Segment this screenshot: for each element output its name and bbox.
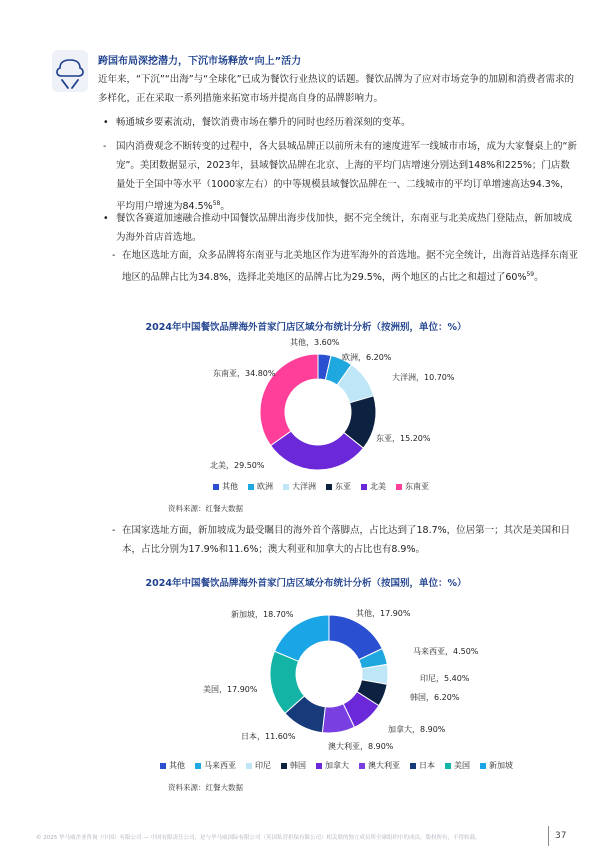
footer-copyright: © 2025 毕马威企业咨询（中国）有限公司 — 中国有限责任公司，是与毕马威国际有限公司（英国私营担保有限公司）相关联的独立成员所全球组织中的成员。版权所有，不得转载。	[36, 835, 481, 841]
data-label-其他: 其他，17.90%	[356, 609, 411, 618]
sub-dash-marker: -	[112, 250, 116, 261]
data-label-其他: 其他，3.60%	[290, 338, 340, 347]
legend-swatch	[160, 763, 166, 769]
page-number: 37	[555, 831, 567, 841]
legend-label: 加拿大	[325, 761, 349, 770]
dash-text-1: 国内消费观念不断转变的过程中，各大县城品牌正以前所未有的速度进军一线城市市场，成为大家餐桌上的“新宠”。美团数据显示，2023年，县域餐饮品牌在北京、上海的平均门店增速分别达到148%和225%；门店数量处于全国中等水平（1000家左右）的中等规模县域餐饮品牌在一、二线城市的平均订单增速高达94.3%，平均用户增速为84.5%$^{58}$。	[116, 141, 577, 213]
intro-paragraph: 近年来，“下沉”“出海”与“全球化”已成为餐饮行业热议的话题。餐饮品牌为了应对市场竞争的加剧和消费者需求的多样化，正在采取一系列措施来拓宽市场并提高自身的品牌影响力。	[98, 74, 575, 104]
data-label-新加坡: 新加坡，18.70%	[231, 610, 294, 619]
data-label-北美: 北美，29.50%	[210, 461, 265, 470]
data-label-韩国: 韩国，6.20%	[410, 693, 460, 702]
data-label-日本: 日本，11.60%	[241, 732, 296, 741]
data-label-印尼: 印尼，5.40%	[420, 674, 470, 683]
legend-label: 韩国	[290, 761, 306, 770]
legend-swatch	[195, 763, 201, 769]
data-label-欧洲: 欧洲，6.20%	[342, 353, 392, 362]
data-label-加拿大: 加拿大，8.90%	[388, 725, 446, 734]
data-label-澳大利亚: 澳大利亚，8.90%	[328, 742, 394, 751]
legend-item-加拿大	[316, 760, 349, 771]
dash-marker: -	[103, 141, 107, 152]
legend-swatch	[410, 763, 416, 769]
legend-label: 大洋洲	[292, 482, 316, 491]
legend-swatch	[445, 763, 451, 769]
legend-label: 新加坡	[489, 761, 513, 770]
bullet-dot: •	[103, 213, 109, 224]
page-divider	[548, 826, 549, 846]
legend-item-澳大利亚	[359, 760, 400, 771]
bullet-text-2: 餐饮各赛道加速融合推动中国餐饮品牌出海步伐加快，据不完全统计，东南亚与北美成热门登陆点，新加坡成为海外首店首选地。	[116, 213, 573, 243]
sub-dash-marker: -	[112, 525, 116, 536]
legend-item-印尼	[246, 760, 271, 771]
legend-label: 东南亚	[405, 482, 429, 491]
legend-item-新加坡	[480, 760, 513, 771]
legend-swatch	[480, 763, 486, 769]
data-label-马来西亚: 马来西亚，4.50%	[413, 647, 479, 656]
chart-2-legend	[160, 760, 513, 771]
sub-text-2: 在国家选址方面，新加坡成为最受瞩目的海外首个落脚点，占比达到了18.7%，位居第一；其次是美国和日本，占比分别为17.9%和11.6%；澳大利亚和加拿大的占比也有8.9%。	[122, 525, 571, 555]
legend-swatch	[246, 763, 252, 769]
data-label-美国: 美国，17.90%	[203, 685, 258, 694]
chart-2-title: 2024年中国餐饮品牌海外首家门店区域分布统计分析（按国别，单位：%）	[145, 578, 467, 589]
slice-新加坡	[275, 615, 329, 661]
legend-item-马来西亚	[195, 760, 236, 771]
bullet-text-1: 畅通城乡要素流动，餐饮消费市场在攀升的同时也经历着深刻的变革。	[116, 117, 411, 128]
chart-2-source: 资料来源：红餐大数据	[168, 783, 243, 792]
legend-label: 马来西亚	[204, 761, 236, 770]
sub-text-1: 在地区选址方面，众多品牌将东南亚与北美地区作为进军海外的首选地。据不完全统计，出海首站选择东南亚地区的品牌占比为34.8%，选择北美地区的品牌占比为29.5%，两个地区的占比之和超过了60%$^{59}$。	[122, 250, 579, 284]
legend-item-韩国	[281, 760, 306, 771]
legend-label: 澳大利亚	[368, 761, 400, 770]
legend-item-其他	[160, 760, 185, 771]
section-title: 跨国布局深挖潜力，下沉市场释放“向上”活力	[98, 56, 302, 67]
data-label-东南亚: 东南亚，34.80%	[213, 369, 276, 378]
legend-label: 欧洲	[257, 482, 273, 491]
legend-item-日本	[410, 760, 435, 771]
legend-label: 印尼	[255, 761, 271, 770]
data-label-东亚: 东亚，15.20%	[376, 434, 431, 443]
legend-swatch	[359, 763, 365, 769]
legend-label: 其他	[169, 761, 185, 770]
legend-item-美国	[445, 760, 470, 771]
chart-1-title: 2024年中国餐饮品牌海外首家门店区域分布统计分析（按洲别，单位：%）	[145, 322, 467, 333]
legend-swatch	[316, 763, 322, 769]
bullet-dot: •	[103, 117, 109, 128]
legend-label: 东亚	[335, 482, 351, 491]
legend-label: 美国	[454, 761, 470, 770]
data-label-大洋洲: 大洋洲，10.70%	[392, 373, 455, 382]
legend-swatch	[281, 763, 287, 769]
chart-1-source: 资料来源：红餐大数据	[168, 504, 243, 513]
legend-label: 其他	[222, 482, 238, 491]
legend-label: 日本	[419, 761, 435, 770]
legend-label: 北美	[370, 482, 386, 491]
